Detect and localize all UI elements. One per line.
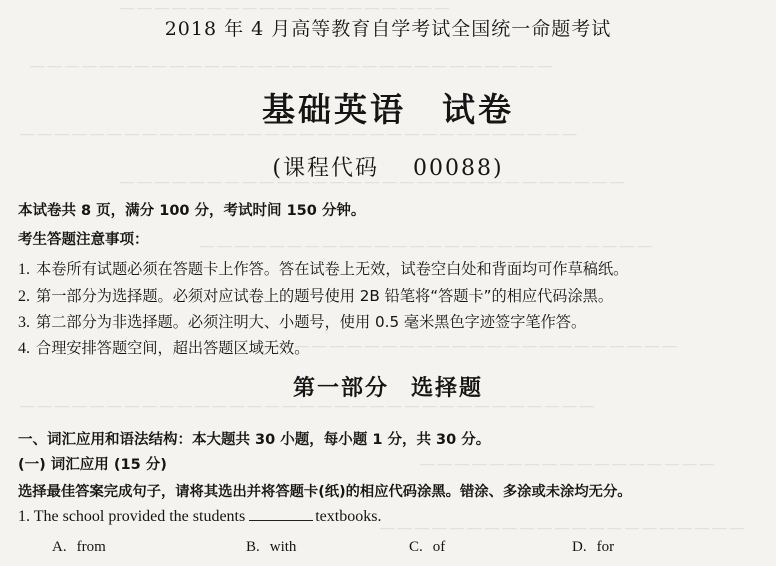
question-stem-after: textbooks. (315, 508, 382, 525)
option-c (409, 539, 445, 556)
question-stem-before: 1. The school provided the students (18, 508, 246, 525)
note-text: 第二部分为非选择题。必须注明大、小题号，使用 0.5 毫米黑色字迹签字笔作答。 (36, 313, 587, 331)
note-text: 本卷所有试题必须在答题卡上作答。答在试卷上无效，试卷空白处和背面均可作草稿纸。 (36, 260, 629, 278)
note-number: 1. (18, 261, 30, 278)
option-text: from (76, 539, 106, 555)
paper-title-main: 基础英语 (262, 90, 406, 129)
option-text: of (432, 539, 446, 555)
section-heading: 一、词汇应用和语法结构：本大题共 30 小题，每小题 1 分，共 30 分。 (18, 432, 491, 448)
option-letter: A. (52, 539, 67, 555)
part-title-a: 第一部分 (292, 376, 389, 401)
answer-blank (249, 508, 313, 521)
course-code-label: (课程代码 (272, 156, 379, 181)
note-number: 2. (18, 288, 30, 305)
subsection-heading: (一) 词汇应用 (15 分) (18, 457, 167, 473)
option-b (246, 539, 296, 556)
course-code-value: 00088) (413, 156, 504, 181)
question-stem (18, 508, 381, 526)
part-title (0, 371, 776, 402)
note-item (18, 258, 628, 279)
part-title-b: 选择题 (411, 376, 484, 401)
show-through-texture: — — — — — — — — — — — — — — — — — — — — — — — — — — — — — — — — — — — — — — — — — — — — — — — — — — — — — — — — — — — — — — — — — — — — — — — — — — — — — — — — — — — — — — — — — — — — — — — — — — — — — — — — — — — — — — — — — — — — — — — — — — — — — — — — — — — — — — — — — — — — — — — — — — — — — — — — — — — — — — — — — — — — — — — — — — — — — — — — — — — — — — — — — — — — — — — — — — — — — — — — — — — — — — — — — — — — — — — — — — — — — — — — — — — — — — — (20, 1, 744, 536)
note-item (18, 311, 586, 332)
option-text: with (269, 539, 297, 555)
paper-title-sub: 试卷 (442, 90, 514, 129)
notes-heading: 考生答题注意事项： (18, 232, 149, 248)
note-text: 合理安排答题空间，超出答题区域无效。 (36, 339, 310, 357)
instruction-text: 选择最佳答案完成句子，请将其选出并将答题卡(纸)的相应代码涂黑。错涂、多涂或未涂均无分。 (18, 484, 632, 500)
course-code (0, 151, 776, 182)
note-number: 3. (18, 314, 30, 331)
paper-info: 本试卷共 8 页，满分 100 分，考试时间 150 分钟。 (18, 203, 366, 219)
option-letter: C. (409, 539, 423, 555)
exam-header: 2018 年 4 月高等教育自学考试全国统一命题考试 (164, 18, 612, 40)
note-item (18, 337, 309, 358)
option-letter: D. (572, 539, 587, 555)
option-d (572, 539, 614, 556)
option-text: for (596, 539, 615, 555)
note-number: 4. (18, 340, 30, 357)
note-item (18, 285, 613, 306)
option-letter: B. (246, 539, 260, 555)
option-a (52, 539, 106, 556)
note-text: 第一部分为选择题。必须对应试卷上的题号使用 2B 铅笔将“答题卡”的相应代码涂黑。 (36, 287, 614, 305)
paper-title (0, 84, 776, 131)
